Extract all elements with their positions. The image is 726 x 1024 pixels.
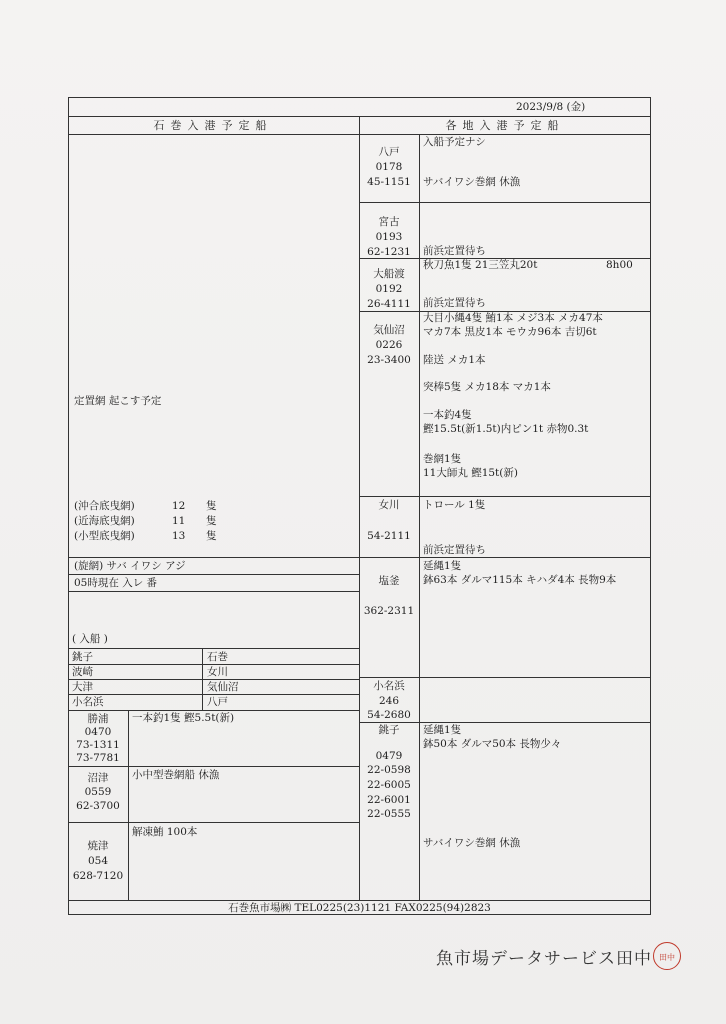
lower-port-tel: 73-1311: [76, 739, 120, 751]
right-port-tel: 22-6005: [367, 779, 411, 791]
rule: [68, 648, 359, 649]
trawl-count: 11: [172, 515, 186, 527]
rule: [359, 557, 651, 558]
right-port-name: 宮古: [378, 216, 400, 228]
right-note-time: 8h00: [606, 259, 633, 271]
left-header: 石巻入港予定船: [153, 119, 273, 132]
trawl-count: 12: [172, 500, 186, 512]
right-note: 延縄1隻: [423, 560, 462, 572]
right-note: トロール 1隻: [423, 499, 486, 511]
lower-port-note: 一本釣1隻 鰹5.5t(新): [132, 712, 235, 724]
right-port-tel: 0178: [375, 161, 403, 173]
senmo-line: (旋網) サバ イワシ アジ: [74, 560, 186, 572]
rule: [68, 574, 359, 575]
right-note: 延縄1隻: [423, 724, 462, 736]
right-port-tel: 26-4111: [367, 298, 411, 310]
right-note: 鰹15.5t(新1.5t)内ピン1t 赤物0.3t: [423, 423, 589, 435]
seal-stamp: [653, 942, 681, 970]
lower-port-note: 解凍鮪 100本: [132, 826, 198, 838]
rule: [359, 496, 651, 497]
trawl-count: 13: [172, 530, 186, 542]
rule: [359, 202, 651, 203]
right-note: 前浜定置待ち: [423, 245, 486, 257]
right-port-name: 女川: [378, 499, 400, 511]
right-note: 一本釣4隻: [423, 409, 472, 421]
right-port-tel: 54-2680: [367, 709, 411, 721]
rule: [68, 557, 359, 558]
footer-contact: 石巻魚市場㈱ TEL0225(23)1121 FAX0225(94)2823: [228, 902, 491, 914]
trawl-name: (近海底曳網): [74, 515, 135, 527]
nyusen-label: ( 入船 ): [72, 633, 108, 645]
lower-port-tel: 62-3700: [76, 800, 120, 812]
right-port-name: 銚子: [378, 724, 400, 736]
right-name-divider: [419, 134, 420, 900]
right-port-tel: 0192: [375, 283, 403, 295]
signature: 魚市場データサービス田中: [436, 949, 652, 969]
right-port-name: 気仙沼: [373, 324, 405, 336]
port-cell: 波崎: [72, 666, 93, 678]
lower-port-note: 小中型巻網船 休漁: [132, 769, 220, 781]
right-note: 陸送 メカ1本: [423, 354, 486, 366]
port-cell: 小名浜: [72, 696, 104, 708]
right-note: 巻網1隻: [423, 453, 462, 465]
right-note: 鉢63本 ダルマ115本 キハダ4本 長物9本: [423, 574, 617, 586]
right-note: 秋刀魚1隻 21三笠丸20t: [423, 259, 538, 271]
date: 2023/9/8 (金): [516, 101, 586, 113]
right-note: マカ7本 黒皮1本 モウカ96本 吉切6t: [423, 326, 597, 338]
right-note: 入船予定ナシ: [423, 136, 486, 148]
rule: [359, 722, 651, 723]
right-note: サバイワシ巻網 休漁: [423, 837, 521, 849]
port-cell: 石巻: [207, 651, 228, 663]
right-port-tel: 0479: [375, 750, 403, 762]
rule: [68, 900, 651, 901]
right-port-name: 塩釜: [378, 575, 400, 587]
port-cell: 気仙沼: [207, 681, 239, 693]
right-note: 大目小縄4隻 鮪1本 メジ3本 メカ47本: [423, 312, 603, 324]
trawl-name: (沖合底曳網): [74, 500, 135, 512]
rule: [68, 766, 359, 767]
rule: [68, 694, 359, 695]
lower-divider: [128, 710, 129, 900]
right-port-tel: 246: [378, 695, 400, 707]
lower-port-name: 沼津: [87, 772, 109, 784]
lower-port-name: 焼津: [87, 840, 109, 852]
rule: [68, 710, 359, 711]
trawl-name: (小型底曳網): [74, 530, 135, 542]
right-note: 鉢50本 ダルマ50本 長物少々: [423, 738, 562, 750]
right-port-tel: 0226: [375, 339, 403, 351]
right-note: 突棒5隻 メカ18本 マカ1本: [423, 381, 551, 393]
right-header: 各地入港予定船: [445, 119, 565, 132]
port-cell: 銚子: [72, 651, 93, 663]
trawl-unit: 隻: [206, 530, 217, 542]
right-note: 前浜定置待ち: [423, 297, 486, 309]
right-port-name: 八戸: [378, 146, 400, 158]
right-port-name: 小名浜: [373, 680, 405, 692]
seal-glyph: 田中: [659, 953, 675, 962]
right-port-name: 大船渡: [373, 268, 405, 280]
rule: [68, 679, 359, 680]
lower-port-tel: 0470: [84, 726, 112, 738]
port-cell: 八戸: [207, 696, 228, 708]
lower-port-name: 勝浦: [87, 713, 109, 725]
trawl-unit: 隻: [206, 515, 217, 527]
rule: [68, 664, 359, 665]
right-port-tel: 22-0598: [367, 764, 411, 776]
right-port-tel: 54-2111: [367, 530, 411, 542]
teichi-note: 定置網 起こす予定: [74, 395, 162, 407]
lower-port-tel: 73-7781: [76, 752, 120, 764]
right-note: サバイワシ巻網 休漁: [423, 176, 521, 188]
rule: [68, 822, 359, 823]
right-port-tel: 23-3400: [367, 354, 411, 366]
right-note: 11大師丸 鰹15t(新): [423, 467, 518, 479]
port-cell: 大津: [72, 681, 93, 693]
current-line: 05時現在 入レ 番: [74, 577, 158, 589]
right-port-tel: 22-6001: [367, 794, 411, 806]
right-port-tel: 0193: [375, 231, 403, 243]
lower-port-tel: 628-7120: [72, 870, 124, 882]
lower-port-tel: 054: [87, 855, 109, 867]
right-note: 前浜定置待ち: [423, 544, 486, 556]
lower-port-tel: 0559: [84, 786, 112, 798]
rule: [68, 591, 359, 592]
right-port-tel: 62-1231: [367, 246, 411, 258]
port-cell: 女川: [207, 666, 228, 678]
rule: [359, 677, 651, 678]
trawl-unit: 隻: [206, 500, 217, 512]
right-port-tel: 45-1151: [367, 176, 411, 188]
right-port-tel: 22-0555: [367, 808, 411, 820]
right-port-tel: 362-2311: [363, 605, 415, 617]
